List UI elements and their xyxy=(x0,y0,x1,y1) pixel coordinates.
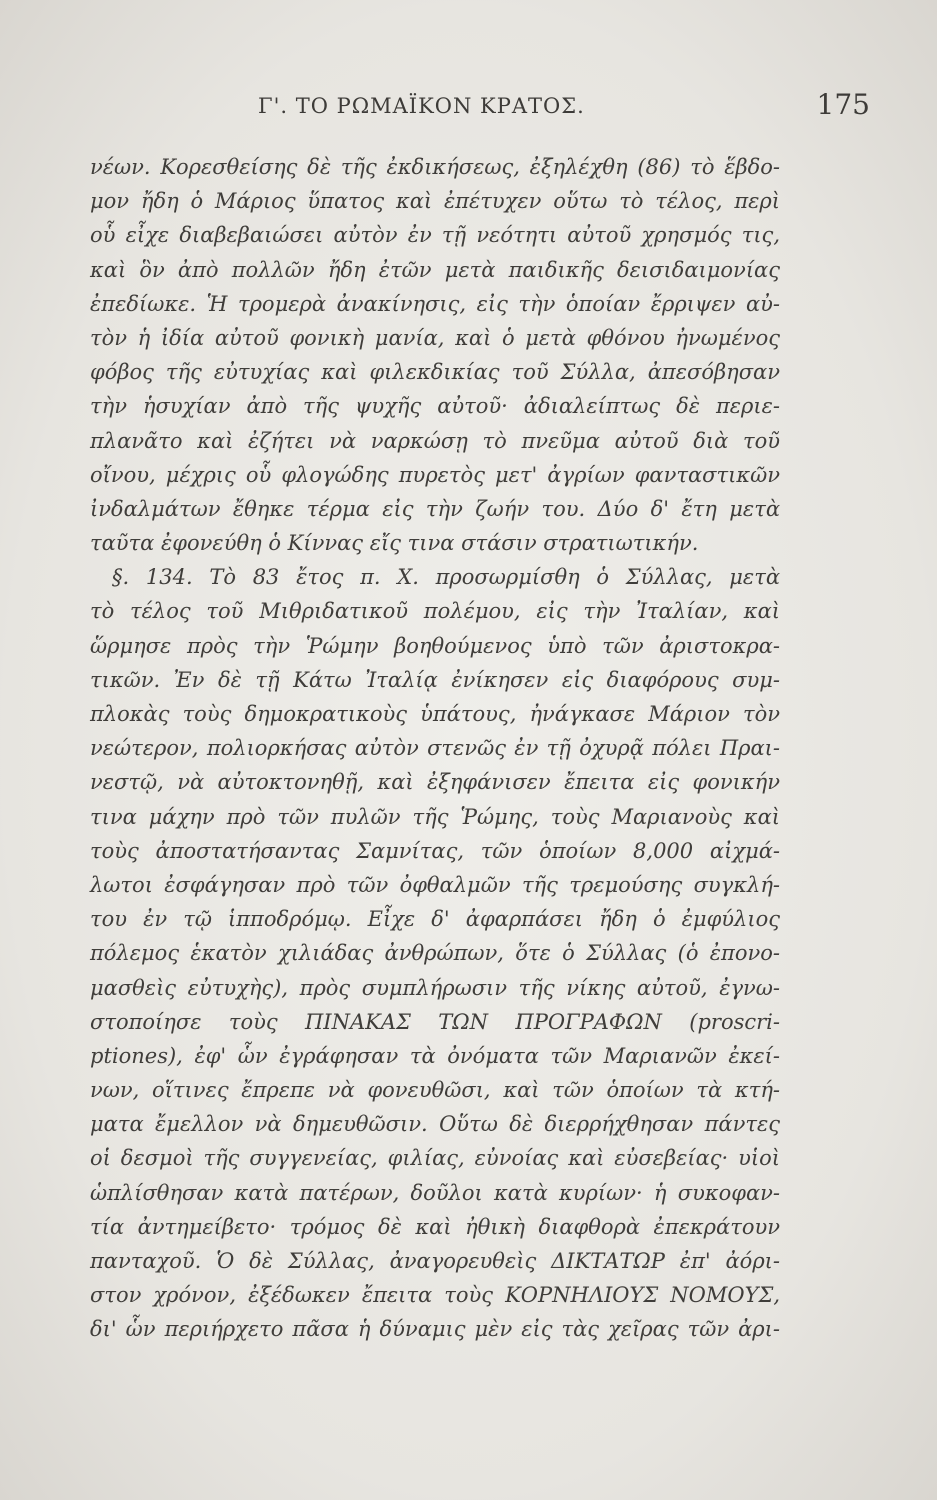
text-line: οἱ δεσμοὶ τῆς συγγενείας, φιλίας, εὐνοίας καὶ εὐσεβείας· υἱοὶ xyxy=(90,1146,780,1171)
text-line: δι' ὧν περιήρχετο πᾶσα ἡ δύναμις μὲν εἰς τὰς χεῖρας τῶν ἀρι- xyxy=(90,1317,780,1342)
text-line: ματα ἔμελλον νὰ δημευθῶσιν. Οὕτω δὲ διερρήχθησαν πάντες xyxy=(90,1112,780,1137)
text-line: νεστῷ, νὰ αὐτοκτονηθῇ, καὶ ἐξηφάνισεν ἔπειτα εἰς φονικήν xyxy=(90,770,780,795)
text-line: τικῶν. Ἐν δὲ τῇ Κάτω Ἰταλίᾳ ἐνίκησεν εἰς διαφόρους συμ- xyxy=(90,667,780,692)
text-line: τὸ τέλος τοῦ Μιθριδατικοῦ πολέμου, εἰς τὴν Ἰταλίαν, καὶ xyxy=(90,599,780,624)
body-text xyxy=(90,150,780,1381)
text-line: νεώτερον, πολιορκήσας αὐτὸν στενῶς ἐν τῇ ὀχυρᾷ πόλει Πραι- xyxy=(90,736,780,761)
text-line: στοποίησε τοὺς ΠΙΝΑΚΑΣ ΤΩΝ ΠΡΟΓΡΑΦΩΝ (proscri- xyxy=(90,1009,780,1034)
text-line: φόβος τῆς εὐτυχίας καὶ φιλεκδικίας τοῦ Σύλλα, ἀπεσόβησαν xyxy=(90,360,780,385)
text-line: τοὺς ἀποστατήσαντας Σαμνίτας, τῶν ὁποίων 8,000 αἰχμά- xyxy=(90,838,780,863)
page-header xyxy=(90,88,880,128)
page-number: 175 xyxy=(816,88,870,121)
text-line: ὡπλίσθησαν κατὰ πατέρων, δοῦλοι κατὰ κυρίων· ἡ συκοφαν- xyxy=(90,1180,780,1205)
text-line: τία ἀντημείβετο· τρόμος δὲ καὶ ἠθικὴ διαφθορὰ ἐπεκράτουν xyxy=(90,1214,780,1239)
text-line: τινα μάχην πρὸ τῶν πυλῶν τῆς Ῥώμης, τοὺς Μαριανοὺς καὶ xyxy=(90,804,780,829)
text-line: πλοκὰς τοὺς δημοκρατικοὺς ὑπάτους, ἠνάγκασε Μάριον τὸν xyxy=(90,702,780,726)
text-line: πλανᾶτο καὶ ἐζήτει νὰ ναρκώσῃ τὸ πνεῦμα αὐτοῦ διὰ τοῦ xyxy=(90,428,780,453)
text-line xyxy=(90,1347,780,1381)
text-line: στον χρόνον, ἐξέδωκεν ἔπειτα τοὺς ΚΟΡΝΗΛΙΟΥΣ ΝΟΜΟΥΣ, xyxy=(90,1283,780,1308)
text-line: πόλεμος ἑκατὸν χιλιάδας ἀνθρώπων, ὅτε ὁ Σύλλας (ὁ ἐπονο- xyxy=(90,941,780,966)
text-line: ἐπεδίωκε. Ἡ τρομερὰ ἀνακίνησις, εἰς τὴν ὁποίαν ἔρριψεν αὐ- xyxy=(90,291,780,316)
text-line: πανταχοῦ. Ὁ δὲ Σύλλας, ἀναγορευθεὶς ΔΙΚΤΑΤΩΡ ἐπ' ἀόρι- xyxy=(90,1249,780,1273)
text-line: νων, οἵτινες ἔπρεπε νὰ φονευθῶσι, καὶ τῶν ὁποίων τὰ κτή- xyxy=(90,1078,780,1103)
text-line: μασθεὶς εὐτυχὴς), πρὸς συμπλήρωσιν τῆς νίκης αὐτοῦ, ἐγνω- xyxy=(90,975,780,1000)
text-line: ταῦτα ἐφονεύθη ὁ Κίννας εἴς τινα στάσιν στρατιωτικήν. xyxy=(90,531,699,556)
text-line: ὥρμησε πρὸς τὴν Ῥώμην βοηθούμενος ὑπὸ τῶν ἀριστοκρα- xyxy=(90,633,780,658)
text-line: νέων. Κορεσθείσης δὲ τῆς ἐκδικήσεως, ἐξηλέχθη (86) τὸ ἕβδο- xyxy=(90,155,780,179)
text-line: ἰνδαλμάτων ἔθηκε τέρμα εἰς τὴν ζωήν του. Δύο δ' ἔτη μετὰ xyxy=(90,496,780,521)
section-start-line: §. 134. Τὸ 83 ἔτος π. Χ. προσωρμίσθη ὁ Σύλλας, μετὰ xyxy=(112,565,780,590)
running-head: Γ'. ΤΟ ΡΩΜΑΪΚΟΝ ΚΡΑΤΟΣ. xyxy=(258,94,585,118)
text-line: μον ἤδη ὁ Μάριος ὕπατος καὶ ἐπέτυχεν οὕτω τὸ τέλος, περὶ xyxy=(90,189,780,214)
text-line: τὸν ἡ ἰδία αὐτοῦ φονικὴ μανία, καὶ ὁ μετὰ φθόνου ἠνωμένος xyxy=(90,325,780,350)
text-line: οἴνου, μέχρις οὗ φλογώδης πυρετὸς μετ' ἀγρίων φανταστικῶν xyxy=(90,462,780,487)
text-line: οὗ εἶχε διαβεβαιώσει αὐτὸν ἐν τῇ νεότητι αὐτοῦ χρησμός τις, xyxy=(90,223,780,248)
text-line: λωτοι ἐσφάγησαν πρὸ τῶν ὀφθαλμῶν τῆς τρεμούσης συγκλή- xyxy=(90,872,780,897)
text-line: του ἐν τῷ ἱπποδρόμῳ. Εἶχε δ' ἀφαρπάσει ἤδη ὁ ἐμφύλιος xyxy=(90,907,780,932)
text-line: τὴν ἡσυχίαν ἀπὸ τῆς ψυχῆς αὐτοῦ· ἀδιαλείπτως δὲ περιε- xyxy=(90,394,780,419)
text-line: καὶ ὃν ἀπὸ πολλῶν ἤδη ἐτῶν μετὰ παιδικῆς δεισιδαιμονίας xyxy=(90,257,780,282)
text-line: ptiones), ἐφ' ὧν ἐγράφησαν τὰ ὀνόματα τῶν Μαριανῶν ἐκεί- xyxy=(90,1043,780,1068)
